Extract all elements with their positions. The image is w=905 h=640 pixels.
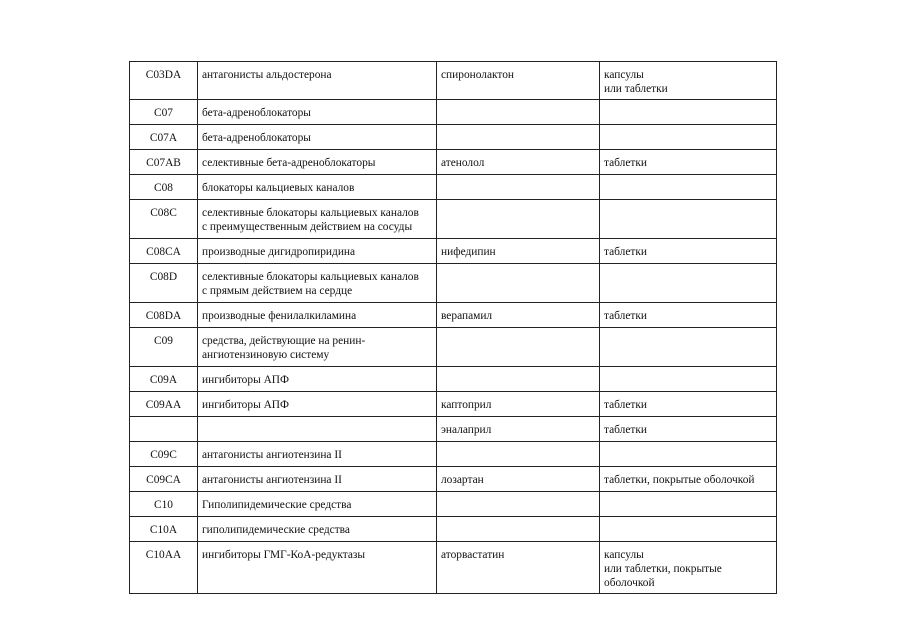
anatomical-group-cell: селективные бета-адреноблокаторы xyxy=(198,150,437,175)
atc-code-cell: C07AB xyxy=(130,150,198,175)
anatomical-group-cell: антагонисты ангиотензина II xyxy=(198,442,437,467)
dosage-form-cell: таблетки, покрытые оболочкой xyxy=(600,467,777,492)
table-row xyxy=(130,392,777,417)
drug-table xyxy=(129,61,777,594)
drug-table-page xyxy=(129,61,776,594)
dosage-form-cell: капсулы или таблетки xyxy=(600,62,777,100)
table-row xyxy=(130,517,777,542)
dosage-form-cell xyxy=(600,517,777,542)
dosage-form-cell xyxy=(600,442,777,467)
atc-code-cell: C07 xyxy=(130,100,198,125)
anatomical-group-cell: ингибиторы ГМГ-КоА-редуктазы xyxy=(198,542,437,594)
table-row xyxy=(130,264,777,303)
drug-name-cell: лозартан xyxy=(437,467,600,492)
dosage-form-cell xyxy=(600,175,777,200)
drug-name-cell xyxy=(437,492,600,517)
table-row xyxy=(130,367,777,392)
table-row xyxy=(130,200,777,239)
dosage-form-cell: таблетки xyxy=(600,150,777,175)
anatomical-group-cell: блокаторы кальциевых каналов xyxy=(198,175,437,200)
drug-table-body xyxy=(130,62,777,594)
dosage-form-cell xyxy=(600,328,777,367)
anatomical-group-cell: ингибиторы АПФ xyxy=(198,367,437,392)
table-row xyxy=(130,100,777,125)
anatomical-group-cell: бета-адреноблокаторы xyxy=(198,125,437,150)
table-row xyxy=(130,467,777,492)
atc-code-cell: C08DA xyxy=(130,303,198,328)
dosage-form-cell: таблетки xyxy=(600,303,777,328)
drug-name-cell xyxy=(437,125,600,150)
atc-code-cell: C08CA xyxy=(130,239,198,264)
atc-code-cell: C10A xyxy=(130,517,198,542)
atc-code-cell: C08 xyxy=(130,175,198,200)
drug-name-cell: каптоприл xyxy=(437,392,600,417)
drug-name-cell: нифедипин xyxy=(437,239,600,264)
drug-name-cell: верапамил xyxy=(437,303,600,328)
drug-name-cell xyxy=(437,517,600,542)
table-row xyxy=(130,239,777,264)
table-row xyxy=(130,175,777,200)
table-row xyxy=(130,125,777,150)
table-row xyxy=(130,492,777,517)
anatomical-group-cell: производные дигидропиридина xyxy=(198,239,437,264)
anatomical-group-cell: производные фенилалкиламина xyxy=(198,303,437,328)
dosage-form-cell xyxy=(600,125,777,150)
drug-name-cell xyxy=(437,328,600,367)
dosage-form-cell: таблетки xyxy=(600,417,777,442)
drug-name-cell: эналаприл xyxy=(437,417,600,442)
atc-code-cell: C03DA xyxy=(130,62,198,100)
anatomical-group-cell: антагонисты альдостерона xyxy=(198,62,437,100)
dosage-form-cell: таблетки xyxy=(600,239,777,264)
anatomical-group-cell: антагонисты ангиотензина II xyxy=(198,467,437,492)
atc-code-cell: C09 xyxy=(130,328,198,367)
dosage-form-cell xyxy=(600,200,777,239)
atc-code-cell: C07A xyxy=(130,125,198,150)
drug-name-cell xyxy=(437,175,600,200)
dosage-form-cell xyxy=(600,367,777,392)
drug-name-cell xyxy=(437,100,600,125)
anatomical-group-cell: средства, действующие на ренин- ангиотензиновую систему xyxy=(198,328,437,367)
dosage-form-cell: таблетки xyxy=(600,392,777,417)
atc-code-cell: C09C xyxy=(130,442,198,467)
atc-code-cell: C09CA xyxy=(130,467,198,492)
drug-name-cell: аторвастатин xyxy=(437,542,600,594)
dosage-form-cell xyxy=(600,492,777,517)
drug-name-cell: атенолол xyxy=(437,150,600,175)
drug-name-cell: спиронолактон xyxy=(437,62,600,100)
atc-code-cell: C09AA xyxy=(130,392,198,417)
table-row xyxy=(130,417,777,442)
table-row xyxy=(130,303,777,328)
atc-code-cell xyxy=(130,417,198,442)
dosage-form-cell xyxy=(600,100,777,125)
dosage-form-cell xyxy=(600,264,777,303)
anatomical-group-cell: Гиполипидемические средства xyxy=(198,492,437,517)
anatomical-group-cell: селективные блокаторы кальциевых каналов с прямым действием на сердце xyxy=(198,264,437,303)
table-row xyxy=(130,442,777,467)
drug-name-cell xyxy=(437,442,600,467)
atc-code-cell: C09A xyxy=(130,367,198,392)
dosage-form-cell: капсулы или таблетки, покрытые оболочкой xyxy=(600,542,777,594)
table-row xyxy=(130,328,777,367)
table-row xyxy=(130,62,777,100)
anatomical-group-cell xyxy=(198,417,437,442)
table-row xyxy=(130,542,777,594)
atc-code-cell: C10 xyxy=(130,492,198,517)
drug-name-cell xyxy=(437,200,600,239)
anatomical-group-cell: гиполипидемические средства xyxy=(198,517,437,542)
table-row xyxy=(130,150,777,175)
atc-code-cell: C10AA xyxy=(130,542,198,594)
drug-name-cell xyxy=(437,367,600,392)
anatomical-group-cell: ингибиторы АПФ xyxy=(198,392,437,417)
anatomical-group-cell: селективные блокаторы кальциевых каналов с преимущественным действием на сосуды xyxy=(198,200,437,239)
drug-name-cell xyxy=(437,264,600,303)
anatomical-group-cell: бета-адреноблокаторы xyxy=(198,100,437,125)
atc-code-cell: C08D xyxy=(130,264,198,303)
atc-code-cell: C08C xyxy=(130,200,198,239)
